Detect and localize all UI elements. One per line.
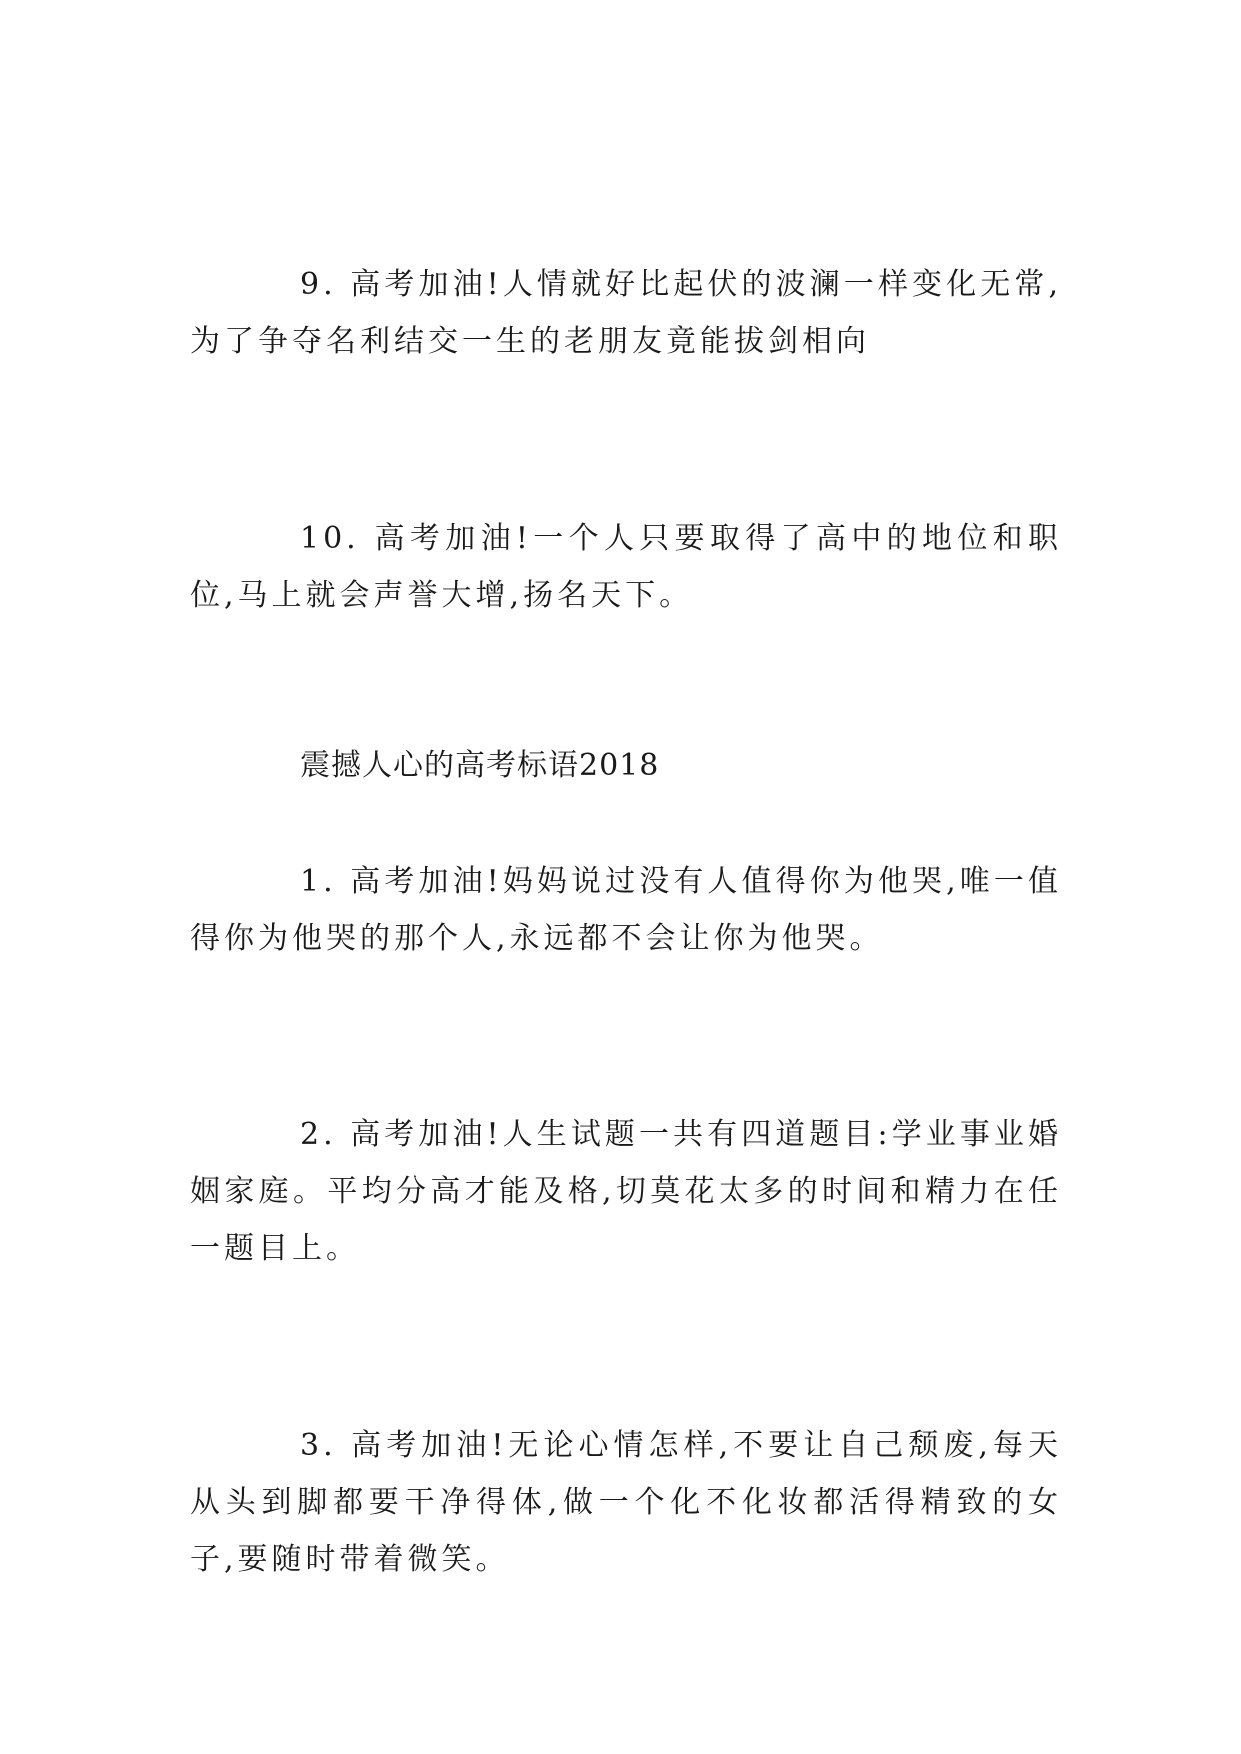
section-heading: 震撼人心的高考标语2018 bbox=[300, 748, 660, 783]
paragraph-item-3: 3. 高考加油!无论心情怎样,不要让自己颓废,每天从头到脚都要干净得体,做一个化不化妆都活得精致的女子,要随时带着微笑。 bbox=[190, 1428, 1062, 1577]
paragraph-item-10: 10. 高考加油!一个人只要取得了高中的地位和职位,马上就会声誉大增,扬名天下。 bbox=[190, 521, 1062, 613]
paragraph-item-9: 9. 高考加油!人情就好比起伏的波澜一样变化无常,为了争夺名利结交一生的老朋友竟能拔剑相向 bbox=[190, 267, 1062, 359]
paragraph-item-1: 1. 高考加油!妈妈说过没有人值得你为他哭,唯一值得你为他哭的那个人,永远都不会让你为他哭。 bbox=[190, 864, 1062, 956]
paragraph-item-2: 2. 高考加油!人生试题一共有四道题目:学业事业婚姻家庭。平均分高才能及格,切莫花太多的时间和精力在任一题目上。 bbox=[190, 1117, 1062, 1266]
